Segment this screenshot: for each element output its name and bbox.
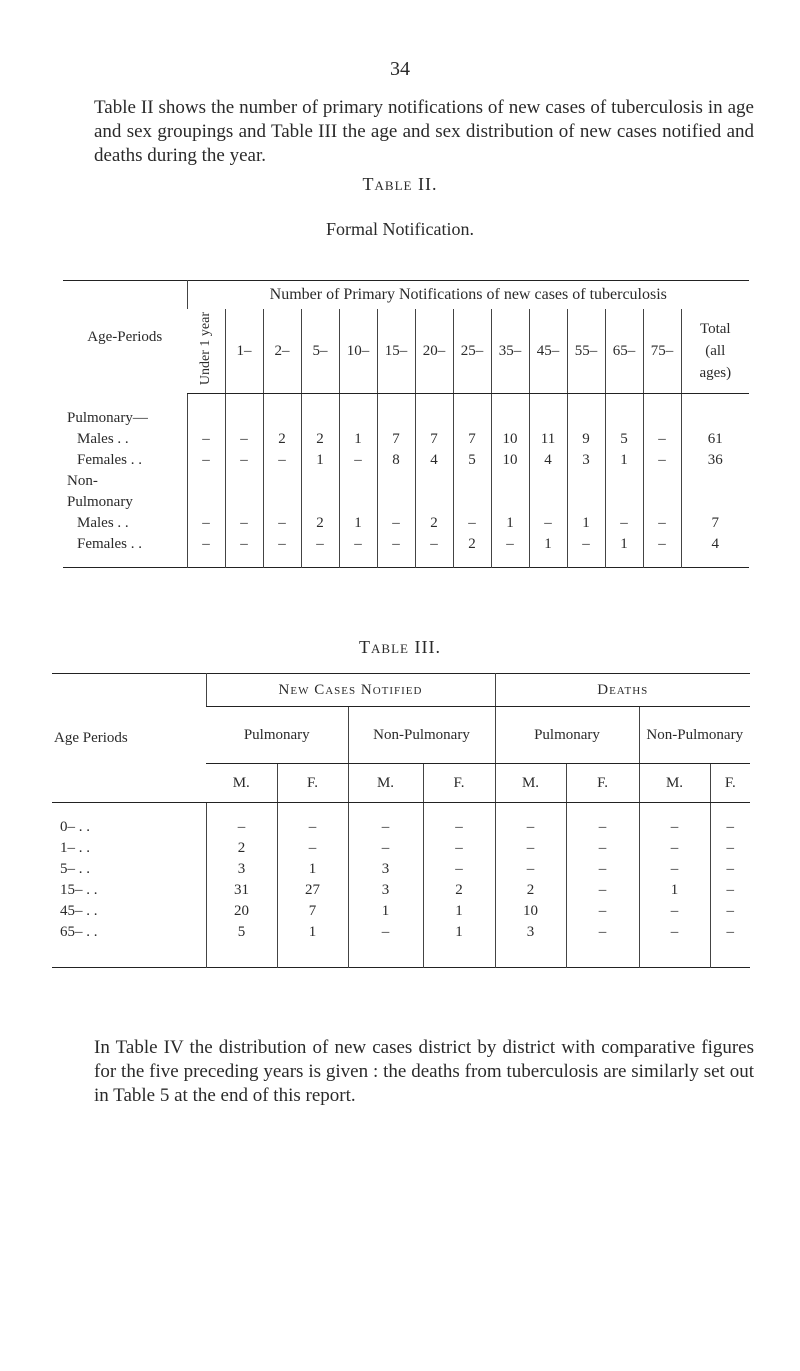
table-cell: – — [277, 838, 348, 859]
section-title: Pulmonary— — [67, 409, 148, 426]
empty-cell — [681, 394, 749, 429]
table-cell: 61 — [681, 429, 749, 450]
table-cell: – — [710, 901, 750, 922]
table-cell: – — [206, 803, 277, 839]
table-cell: – — [643, 450, 681, 471]
empty-cell — [529, 471, 567, 513]
table-cell: 1 — [277, 922, 348, 968]
empty-cell — [567, 471, 605, 513]
row-label: Females . . — [77, 451, 142, 468]
table-cell: 31 — [206, 880, 277, 901]
empty-cell — [605, 471, 643, 513]
table-cell: 1 — [639, 880, 710, 901]
table-cell: 3 — [206, 859, 277, 880]
empty-cell — [415, 394, 453, 429]
age-column-header: 20– — [415, 309, 453, 394]
row-label: Females . . — [77, 535, 142, 552]
age-column-header: 10– — [339, 309, 377, 394]
table-cell: – — [348, 803, 423, 839]
empty-cell — [529, 394, 567, 429]
table-cell: – — [566, 901, 639, 922]
table-cell: 3 — [567, 450, 605, 471]
empty-cell — [377, 394, 415, 429]
empty-cell — [263, 394, 301, 429]
table-cell: 1 — [348, 901, 423, 922]
table-cell: 2 — [263, 429, 301, 450]
table-cell: 1 — [301, 450, 339, 471]
table-cell: 10 — [495, 901, 566, 922]
table-cell: 2 — [415, 513, 453, 534]
table-cell: 5 — [453, 450, 491, 471]
age-column-header: 55– — [567, 309, 605, 394]
empty-cell — [301, 471, 339, 513]
empty-cell — [225, 471, 263, 513]
table-cell: 4 — [415, 450, 453, 471]
empty-cell — [567, 394, 605, 429]
table-row — [52, 922, 750, 968]
table-cell: – — [377, 513, 415, 534]
empty-cell — [453, 394, 491, 429]
table-cell: – — [566, 880, 639, 901]
table-cell: – — [710, 838, 750, 859]
row-label: Males . . — [77, 430, 129, 447]
table-cell: – — [643, 513, 681, 534]
subgroup-header: Pulmonary — [206, 707, 348, 764]
table-cell: 5 — [605, 429, 643, 450]
row-label: 65– . . — [60, 924, 98, 940]
table-cell: – — [566, 803, 639, 839]
age-periods-header: Age Periods — [52, 674, 206, 803]
table-cell: – — [566, 838, 639, 859]
table-cell: 3 — [348, 859, 423, 880]
table-cell: 2 — [206, 838, 277, 859]
table-cell: 2 — [423, 880, 495, 901]
table-cell: – — [710, 922, 750, 968]
table-cell: 1 — [529, 534, 567, 568]
row-label: 45– . . — [60, 903, 98, 919]
empty-cell — [301, 394, 339, 429]
table-cell: 1 — [491, 513, 529, 534]
table-cell: – — [277, 803, 348, 839]
table-cell: 7 — [453, 429, 491, 450]
table-cell: 11 — [529, 429, 567, 450]
table-cell: – — [225, 450, 263, 471]
table-cell: 10 — [491, 450, 529, 471]
table-ii — [63, 280, 749, 568]
table-cell: – — [263, 450, 301, 471]
age-column-header: 15– — [377, 309, 415, 394]
empty-cell — [681, 471, 749, 513]
row-label: 5– . . — [60, 861, 90, 877]
table-row — [52, 803, 750, 839]
age-column-header: 25– — [453, 309, 491, 394]
table-row — [63, 450, 749, 471]
table-cell: – — [605, 513, 643, 534]
table-cell: 1 — [605, 450, 643, 471]
empty-cell — [225, 394, 263, 429]
table-cell: – — [187, 450, 225, 471]
empty-cell — [491, 471, 529, 513]
table-cell: 3 — [495, 922, 566, 968]
subgroup-header: Non-Pulmonary — [348, 707, 495, 764]
sex-column-header: M. — [348, 764, 423, 803]
table-cell: – — [187, 429, 225, 450]
table-cell: 3 — [348, 880, 423, 901]
closing-paragraph: In Table IV the distribution of new cases district by district with comparative figures for the five preceding years is given : the deaths from tuberculosis are similarly set out in Table 5 at the end of this report. — [94, 1037, 754, 1106]
table-cell: 2 — [495, 880, 566, 901]
table-cell: – — [263, 513, 301, 534]
row-label: Males . . — [77, 514, 129, 531]
table-cell: – — [639, 859, 710, 880]
table-cell: 7 — [377, 429, 415, 450]
table-cell: 1 — [339, 513, 377, 534]
table-cell: 7 — [277, 901, 348, 922]
empty-cell — [339, 394, 377, 429]
table-cell: – — [377, 534, 415, 568]
sex-column-header: M. — [639, 764, 710, 803]
table-cell: 2 — [453, 534, 491, 568]
age-column-header: 45– — [529, 309, 567, 394]
table-cell: 20 — [206, 901, 277, 922]
table-cell: – — [639, 803, 710, 839]
table2-subcaption: Formal Notification. — [326, 219, 474, 239]
table-cell: – — [566, 922, 639, 968]
table-row — [63, 429, 749, 450]
sex-column-header: F. — [423, 764, 495, 803]
sex-column-header: F. — [277, 764, 348, 803]
table-cell: – — [495, 803, 566, 839]
section-title: Non-Pulmonary — [67, 472, 133, 510]
table-cell: – — [495, 838, 566, 859]
empty-cell — [187, 394, 225, 429]
intro-paragraph: Table II shows the number of primary notifications of new cases of tuberculosis in age and sex groupings and Table III the age and sex distribution of new cases notified and deaths during the year. — [94, 97, 754, 166]
age-column-header: 5– — [301, 309, 339, 394]
table-cell: – — [423, 838, 495, 859]
table-iii — [52, 673, 750, 968]
table-cell: – — [187, 513, 225, 534]
table-cell: – — [415, 534, 453, 568]
subgroup-header: Pulmonary — [495, 707, 639, 764]
empty-cell — [643, 471, 681, 513]
table-row — [52, 880, 750, 901]
page-number: 34 — [390, 58, 410, 80]
table-cell: 2 — [301, 429, 339, 450]
empty-cell — [377, 471, 415, 513]
table-cell: 1 — [277, 859, 348, 880]
table-cell: 2 — [301, 513, 339, 534]
age-column-header: 65– — [605, 309, 643, 394]
row-label: 15– . . — [60, 882, 98, 898]
row-label: 0– . . — [60, 819, 90, 835]
table-cell: – — [643, 429, 681, 450]
empty-cell — [187, 471, 225, 513]
table-cell: – — [263, 534, 301, 568]
deaths-group: Deaths — [495, 674, 750, 707]
table2-group-header: Number of Primary Notifications of new cases of tuberculosis — [187, 281, 749, 310]
table-cell: – — [339, 450, 377, 471]
table-cell: – — [453, 513, 491, 534]
table-row — [52, 901, 750, 922]
age-column-header: 2– — [263, 309, 301, 394]
table-cell: – — [710, 880, 750, 901]
table-cell: – — [423, 859, 495, 880]
empty-cell — [339, 471, 377, 513]
empty-cell — [415, 471, 453, 513]
empty-cell — [491, 394, 529, 429]
sex-column-header: F. — [566, 764, 639, 803]
table-cell: 1 — [605, 534, 643, 568]
empty-cell — [453, 471, 491, 513]
new-cases-group: New Cases Notified — [206, 674, 495, 707]
table-cell: – — [639, 901, 710, 922]
table-cell: – — [187, 534, 225, 568]
row-label: 1– . . — [60, 840, 90, 856]
table-row — [63, 513, 749, 534]
table-cell: – — [529, 513, 567, 534]
table-cell: 10 — [491, 429, 529, 450]
table-cell: – — [567, 534, 605, 568]
table-cell: 7 — [415, 429, 453, 450]
table-cell: – — [566, 859, 639, 880]
section-row — [63, 394, 749, 429]
age-column-header: 35– — [491, 309, 529, 394]
section-row — [63, 471, 749, 513]
table-row — [63, 534, 749, 568]
table-cell: – — [225, 534, 263, 568]
empty-cell — [263, 471, 301, 513]
table-row — [52, 859, 750, 880]
table3-caption: Table III. — [359, 637, 441, 657]
table-cell: 1 — [423, 922, 495, 968]
table-cell: – — [423, 803, 495, 839]
table2-caption: Table II. — [362, 174, 438, 194]
table-cell: 1 — [339, 429, 377, 450]
table-cell: – — [491, 534, 529, 568]
table-cell: – — [495, 859, 566, 880]
table-cell: – — [225, 429, 263, 450]
empty-cell — [643, 394, 681, 429]
table-cell: – — [348, 922, 423, 968]
age-column-header: Total (all ages) — [681, 309, 749, 394]
age-periods-header: Age-Periods — [87, 328, 163, 345]
table-cell: – — [643, 534, 681, 568]
subgroup-header: Non-Pulmonary — [639, 707, 750, 764]
table-cell: – — [225, 513, 263, 534]
age-column-header: 75– — [643, 309, 681, 394]
sex-column-header: M. — [206, 764, 277, 803]
table-cell: 4 — [681, 534, 749, 568]
age-column-header: Under 1 year — [187, 309, 225, 394]
table-cell: – — [301, 534, 339, 568]
table-cell: – — [339, 534, 377, 568]
table-cell: 4 — [529, 450, 567, 471]
empty-cell — [605, 394, 643, 429]
table-cell: – — [348, 838, 423, 859]
table-cell: 1 — [423, 901, 495, 922]
age-column-header: 1– — [225, 309, 263, 394]
table-cell: – — [639, 922, 710, 968]
table-cell: – — [710, 803, 750, 839]
table-cell: – — [639, 838, 710, 859]
table-cell: 1 — [567, 513, 605, 534]
sex-column-header: M. — [495, 764, 566, 803]
table-row — [52, 838, 750, 859]
table-cell: 5 — [206, 922, 277, 968]
table-cell: 36 — [681, 450, 749, 471]
table-cell: – — [710, 859, 750, 880]
table-cell: 27 — [277, 880, 348, 901]
table-cell: 9 — [567, 429, 605, 450]
sex-column-header: F. — [710, 764, 750, 803]
table-cell: 7 — [681, 513, 749, 534]
table-cell: 8 — [377, 450, 415, 471]
